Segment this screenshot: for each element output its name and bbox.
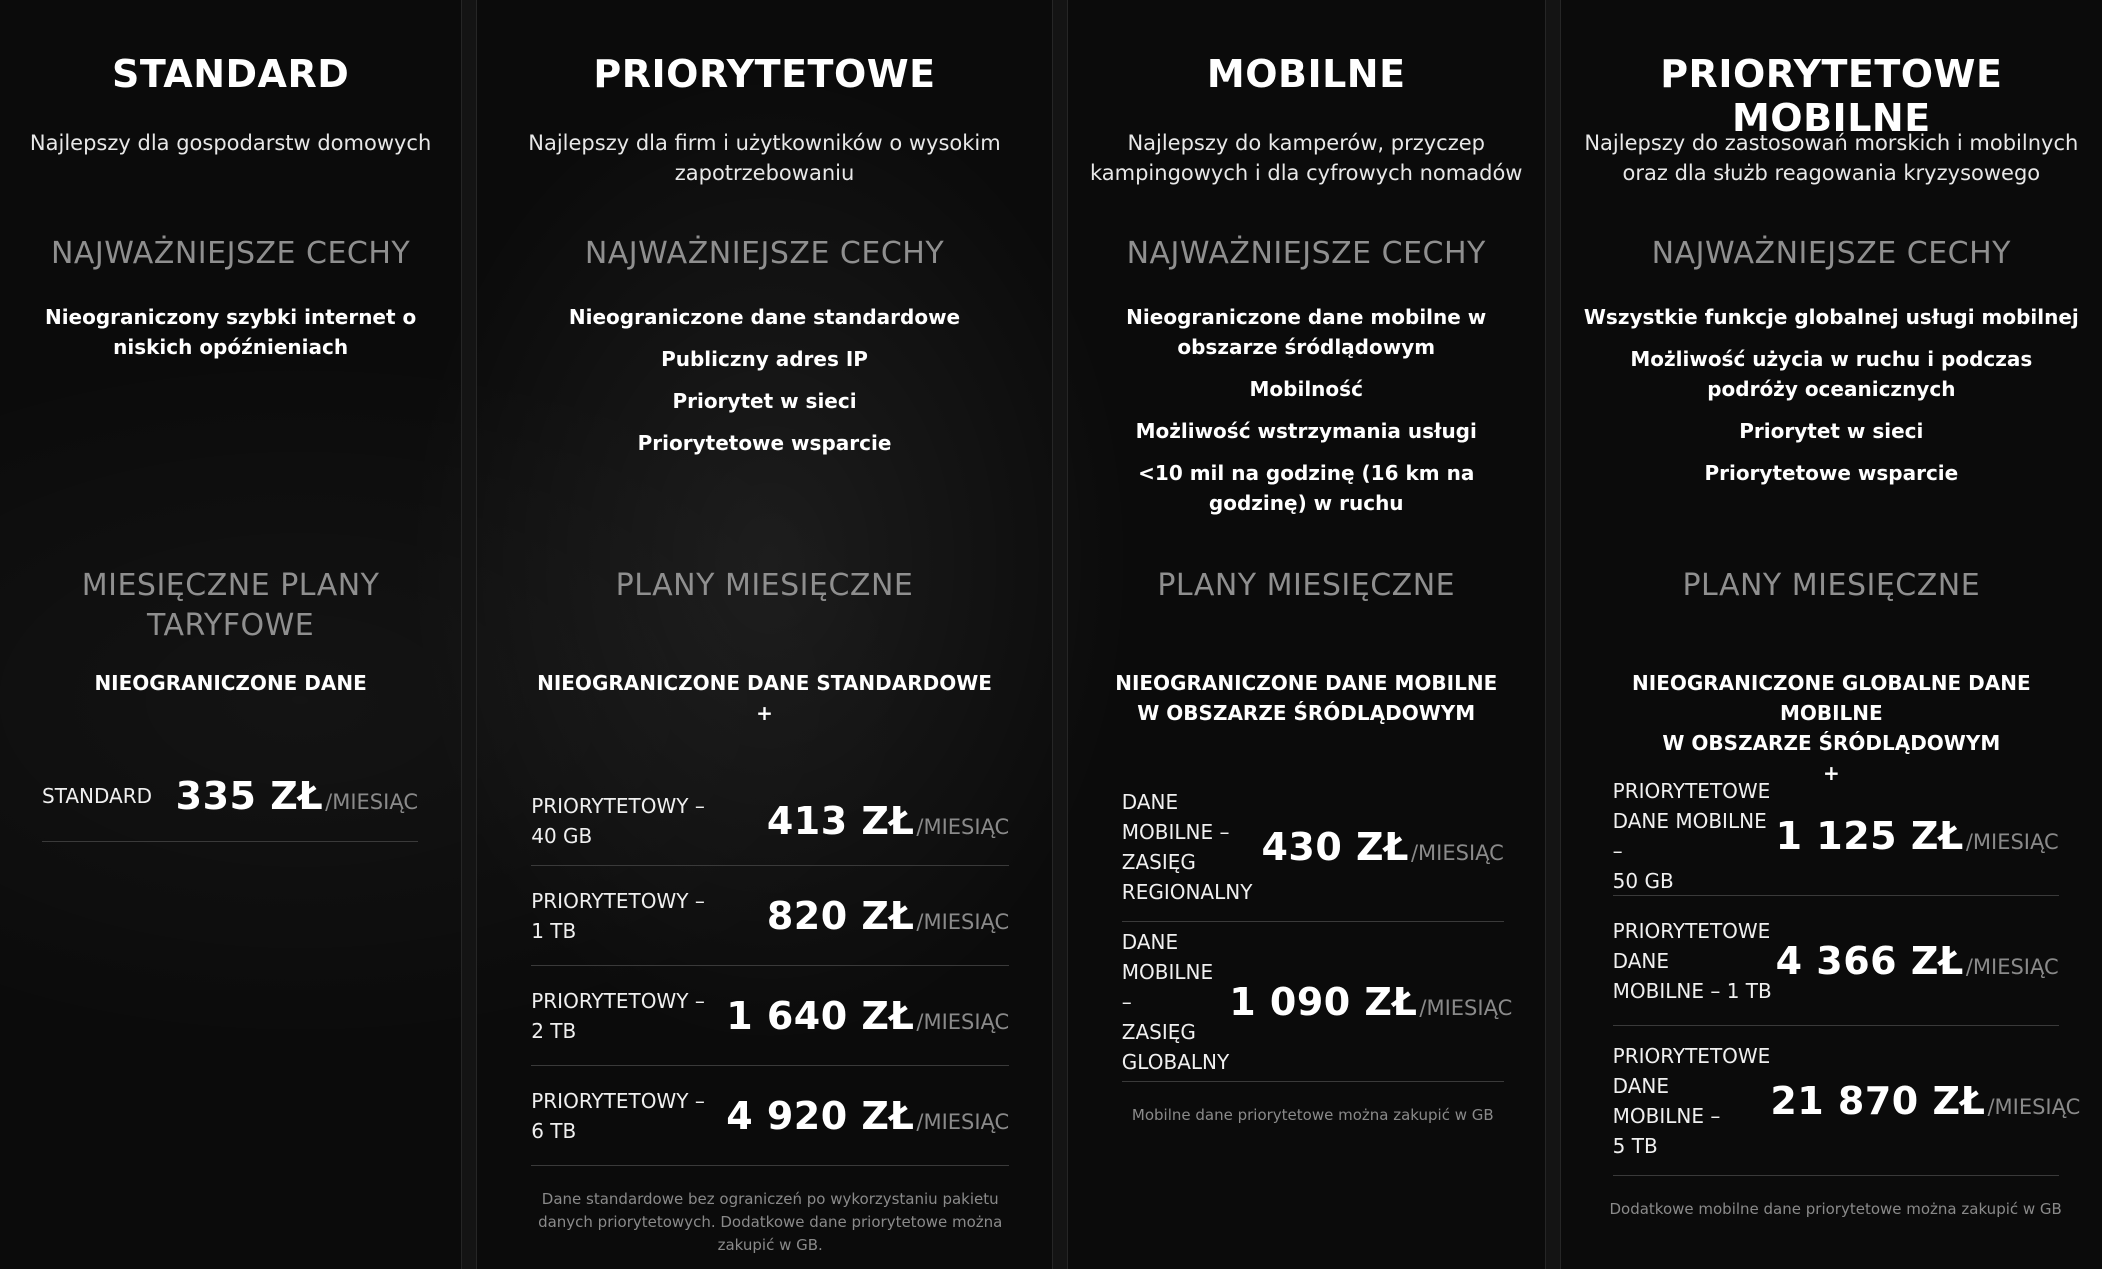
plan-footnote: Mobilne dane priorytetowe można zakupić w GB xyxy=(1131,1106,1494,1124)
feature-item: Publiczny adres IP xyxy=(661,347,868,371)
price-value xyxy=(1770,1079,2080,1123)
price-row-label: PRIORYTETOWY – 6 TB xyxy=(531,1088,705,1143)
feature-item: Możliwość użycia w ruchu i podczas podróży oceanicznych xyxy=(1630,347,2033,401)
price-amount: 1 640 ZŁ xyxy=(726,993,915,1038)
features-list xyxy=(1583,302,2080,500)
price-row-label: DANE MOBILNE – ZASIĘG REGIONALNY xyxy=(1121,789,1253,904)
price-amount: 1 090 ZŁ xyxy=(1229,979,1418,1024)
price-row[interactable] xyxy=(42,750,418,842)
price-amount: 1 125 ZŁ xyxy=(1775,813,1964,858)
price-unit: /MIESIĄC xyxy=(1987,1094,2081,1119)
features-list xyxy=(499,302,1030,470)
price-unit: /MIESIĄC xyxy=(916,814,1010,839)
price-value xyxy=(1776,814,2059,858)
plan-tagline: Najlepszy dla gospodarstw domowych xyxy=(29,131,432,155)
column-divider xyxy=(1545,0,1561,1269)
features-heading: NAJWAŻNIEJSZE CECHY xyxy=(1651,236,2011,271)
price-row[interactable] xyxy=(1122,772,1504,922)
plan-tagline: Najlepszy dla firm i użytkowników o wysokim zapotrzebowaniu xyxy=(528,131,1001,185)
feature-item: Priorytet w sieci xyxy=(672,389,857,413)
plan-card xyxy=(1561,0,2102,1269)
price-list xyxy=(1121,772,1513,1082)
plan-column-priority-mobile xyxy=(1561,0,2102,1269)
plan-subheading: NIEOGRANICZONE DANE STANDARDOWE + xyxy=(537,671,992,725)
features-heading: NAJWAŻNIEJSZE CECHY xyxy=(50,236,411,271)
price-row-label: PRIORYTETOWY – 1 TB xyxy=(531,888,705,943)
price-row[interactable] xyxy=(1612,1026,2081,1176)
feature-item: Nieograniczone dane mobilne w obszarze śródlądowym xyxy=(1126,305,1487,359)
plan-subheading: NIEOGRANICZONE DANE xyxy=(94,671,367,695)
plan-name: PRIORYTETOWE xyxy=(593,52,936,96)
price-amount: 4 366 ZŁ xyxy=(1775,938,1964,983)
price-amount: 21 870 ZŁ xyxy=(1770,1078,1986,1123)
feature-item: Możliwość wstrzymania usługi xyxy=(1135,419,1477,443)
price-unit: /MIESIĄC xyxy=(1965,829,2059,854)
price-unit: /MIESIĄC xyxy=(1965,954,2059,979)
price-row[interactable] xyxy=(1121,922,1513,1082)
price-unit: /MIESIĄC xyxy=(916,1109,1010,1134)
price-row[interactable] xyxy=(1613,776,2059,896)
plan-column-mobile xyxy=(1068,0,1545,1269)
plan-column-standard xyxy=(0,0,461,1269)
price-row[interactable] xyxy=(531,866,1009,966)
plan-card xyxy=(1068,0,1545,1269)
price-amount: 430 ZŁ xyxy=(1261,824,1409,869)
price-row-label: STANDARD xyxy=(42,783,153,808)
features-list xyxy=(1090,302,1523,530)
plan-tagline: Najlepszy do zastosowań morskich i mobilnych oraz dla służb reagowania kryzysowego xyxy=(1584,131,2079,185)
feature-item: Nieograniczone dane standardowe xyxy=(568,305,961,329)
feature-item: Priorytetowe wsparcie xyxy=(637,431,892,455)
price-unit: /MIESIĄC xyxy=(916,1009,1010,1034)
price-value xyxy=(1261,825,1503,869)
features-heading: NAJWAŻNIEJSZE CECHY xyxy=(1126,236,1486,271)
price-unit: /MIESIĄC xyxy=(1419,995,1513,1020)
price-value xyxy=(726,994,1009,1038)
price-value xyxy=(1229,980,1512,1024)
price-row-label: PRIORYTETOWE DANE MOBILNE – 1 TB xyxy=(1612,918,1772,1003)
monthly-plans-heading: PLANY MIESIĘCZNE xyxy=(1682,568,1981,603)
plan-subheading: NIEOGRANICZONE GLOBALNE DANE MOBILNE W OBSZARZE ŚRÓDLĄDOWYM + xyxy=(1632,671,2031,785)
price-amount: 335 ZŁ xyxy=(175,773,324,818)
price-row[interactable] xyxy=(531,1066,1009,1166)
plan-name: PRIORYTETOWE MOBILNE xyxy=(1660,52,2003,140)
feature-item: <10 mil na godzinę (16 km na godzinę) w ruchu xyxy=(1138,461,1475,515)
price-list xyxy=(42,750,418,842)
plan-footnote: Dane standardowe bez ograniczeń po wykorzystaniu pakietu danych priorytetowych. Dodatkowe dane priorytetowe można zakupić w GB. xyxy=(538,1190,1003,1254)
feature-item: Mobilność xyxy=(1249,377,1363,401)
feature-item: Priorytetowe wsparcie xyxy=(1704,461,1959,485)
monthly-plans-heading: PLANY MIESIĘCZNE xyxy=(1157,568,1456,603)
price-amount: 413 ZŁ xyxy=(766,798,915,843)
price-unit: /MIESIĄC xyxy=(1410,840,1504,865)
features-heading: NAJWAŻNIEJSZE CECHY xyxy=(584,236,945,271)
plan-column-priority xyxy=(477,0,1052,1269)
price-row[interactable] xyxy=(531,776,1009,866)
plan-tagline: Najlepszy do kamperów, przyczep kampingowych i dla cyfrowych nomadów xyxy=(1089,131,1523,185)
price-list xyxy=(531,776,1009,1166)
features-list xyxy=(22,302,439,374)
plan-footnote: Dodatkowe mobilne dane priorytetowe można zakupić w GB xyxy=(1609,1200,2062,1218)
price-value xyxy=(1776,939,2059,983)
price-value xyxy=(767,799,1009,843)
price-value xyxy=(767,894,1009,938)
monthly-plans-heading: PLANY MIESIĘCZNE xyxy=(615,568,914,603)
price-value xyxy=(726,1094,1009,1138)
price-row-label: PRIORYTETOWE DANE MOBILNE – 50 GB xyxy=(1612,778,1771,893)
price-row-label: DANE MOBILNE – ZASIĘG GLOBALNY xyxy=(1121,929,1230,1074)
plan-name: MOBILNE xyxy=(1206,52,1406,96)
price-row[interactable] xyxy=(531,966,1009,1066)
price-row[interactable] xyxy=(1613,896,2059,1026)
price-value xyxy=(176,774,418,818)
plan-name: STANDARD xyxy=(111,52,350,96)
price-unit: /MIESIĄC xyxy=(916,909,1010,934)
column-divider xyxy=(461,0,477,1269)
price-amount: 4 920 ZŁ xyxy=(726,1093,915,1138)
price-row-label: PRIORYTETOWY – 40 GB xyxy=(531,793,705,848)
price-unit: /MIESIĄC xyxy=(325,789,418,814)
column-divider xyxy=(1052,0,1068,1269)
plan-subheading: NIEOGRANICZONE DANE MOBILNE W OBSZARZE ŚRÓDLĄDOWYM xyxy=(1115,671,1498,725)
price-list xyxy=(1612,776,2081,1176)
monthly-plans-heading: MIESIĘCZNE PLANY TARYFOWE xyxy=(81,568,380,643)
feature-item: Wszystkie funkcje globalnej usługi mobilnej xyxy=(1583,305,2079,329)
price-row-label: PRIORYTETOWY – 2 TB xyxy=(531,988,705,1043)
plan-card xyxy=(0,0,461,1269)
feature-item: Nieograniczony szybki internet o niskich opóźnieniach xyxy=(44,305,417,359)
price-amount: 820 ZŁ xyxy=(766,893,915,938)
price-row-label: PRIORYTETOWE DANE MOBILNE – 5 TB xyxy=(1612,1043,1771,1158)
feature-item: Priorytet w sieci xyxy=(1739,419,1924,443)
plan-card xyxy=(477,0,1052,1269)
